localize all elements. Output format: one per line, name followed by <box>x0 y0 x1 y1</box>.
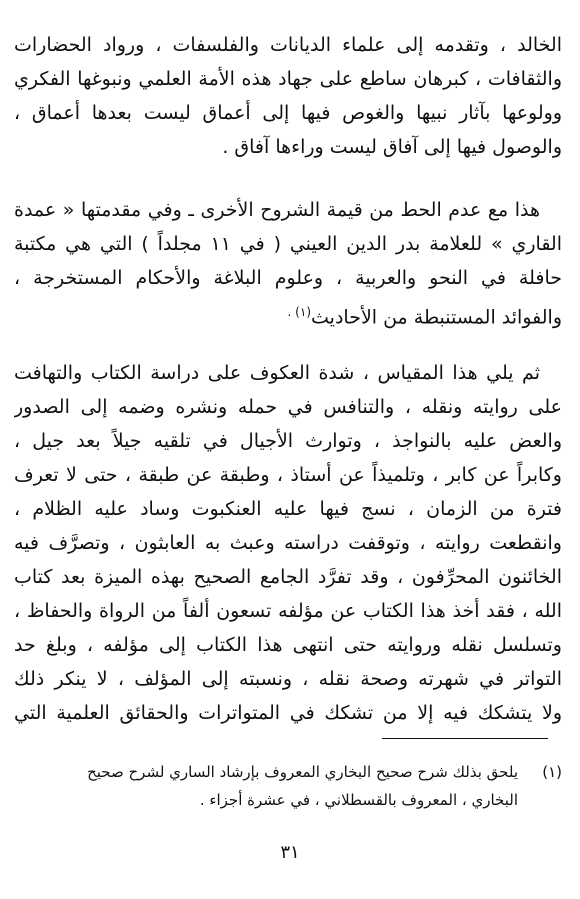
paragraph <box>14 356 562 730</box>
text-line <box>14 295 562 329</box>
text-line: وكابراً عن كابر ، وتلميذاً عن أستاذ ، وطبقة عن طبقة ، حتى لا تعرف <box>14 464 562 486</box>
text-line: ولا يتشكك فيه إلا من تشكك في المتواترات والحقائق العلمية التي <box>14 702 562 724</box>
text-line: الخالد ، وتقدمه إلى علماء الديانات والفلسفات ، ورواد الحضارات <box>14 34 562 56</box>
text-segment: والفوائد المستنبطة من الأحاديث <box>311 306 562 329</box>
footnote-line: البخاري ، المعروف بالقسطلاني ، في عشرة أجزاء . <box>199 791 518 809</box>
text-line: ثم يلي هذا المقياس ، شدة العكوف على دراسة الكتاب والتهافت <box>14 362 540 384</box>
text-line: فترة من الزمان ، نسج فيها عليه العنكبوت وساد عليه الظلام ، <box>14 498 562 520</box>
text-line: القاري » للعلامة بدر الدين العيني ( في ١١ مجلداً ) التي هي مكتبة <box>14 233 562 255</box>
page-number: ٣١ <box>280 842 300 863</box>
text-line: وولوعها بآثار نبيها والغوص فيها إلى أعماق ليست بعدها أعماق ، <box>14 102 562 124</box>
footnote <box>14 758 562 814</box>
footnote-line <box>14 758 562 786</box>
text-line: والثقافات ، كبرهان ساطع على جهاد هذه الأمة العلمي ونبوغها الفكري <box>14 68 562 90</box>
text-line: وانقطعت روايته ، وتوقفت دراسته وعبث به العابثون ، وتصرَّف فيه <box>14 532 562 554</box>
text-line: على روايته ونقله ، والتنافس في حمله ونشره وضمه إلى الصدور <box>14 396 562 418</box>
paragraph <box>14 28 562 164</box>
text-line: وتسلسل نقله وروايته حتى انتهى هذا الكتاب إلى مؤلفه ، وبلغ حد <box>14 634 562 656</box>
footnote-reference: (١) . <box>287 305 311 319</box>
text-line: الخائنون المحرِّفون ، وقد تفرَّد الجامع الصحيح بهذه الميزة بعد كتاب <box>14 566 562 588</box>
text-line: والوصول فيها إلى آفاق ليست وراءها آفاق . <box>222 136 562 158</box>
text-line: الله ، فقد أخذ هذا الكتاب عن مؤلفه تسعون ألفاً من الرواة والحفاظ ، <box>14 600 562 622</box>
footnote-divider <box>382 738 548 739</box>
paragraph <box>14 193 562 329</box>
text-line: هذا مع عدم الحط من قيمة الشروح الأخرى ـ وفي مقدمتها « عمدة <box>14 199 540 221</box>
footnote-text: يلحق بذلك شرح صحيح البخاري المعروف بإرشاد الساري لشرح صحيح <box>87 763 518 781</box>
footnote-marker: (١) <box>542 763 562 781</box>
text-line: والعض عليه بالنواجذ ، وتوارث الأجيال في تلقيه جيلاً بعد جيل ، <box>14 430 562 452</box>
text-line: حافلة في النحو والعربية ، وعلوم البلاغة والأحكام المستخرجة ، <box>14 267 562 289</box>
text-line: التواتر في شهرته وصحة نقله ، ونسبته إلى المؤلف ، لا ينكر ذلك <box>14 668 562 690</box>
